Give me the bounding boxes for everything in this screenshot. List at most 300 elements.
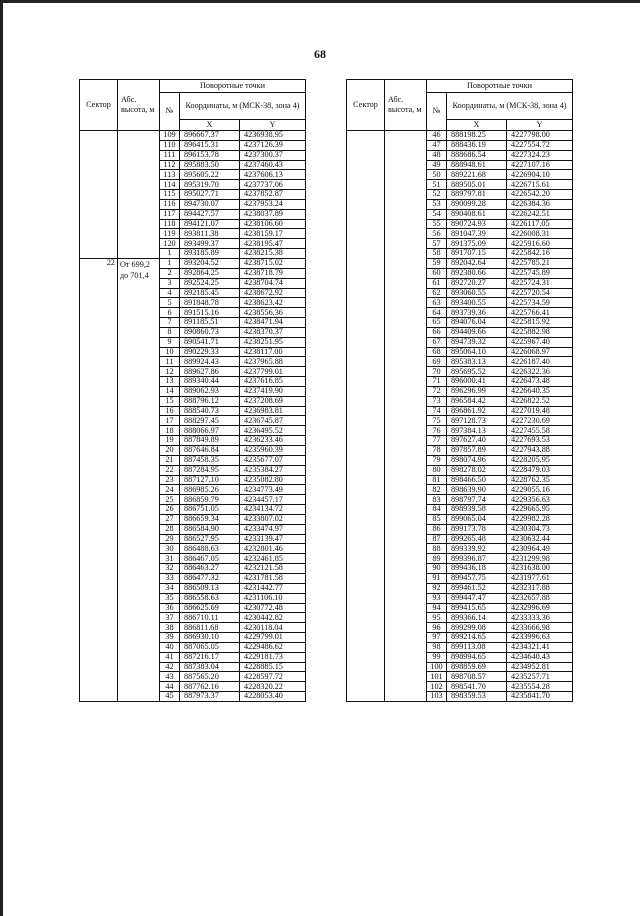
point-number: 76: [427, 426, 447, 436]
point-number: 22: [160, 465, 180, 475]
coord-y: 4238623.42: [240, 298, 306, 308]
point-number: 82: [427, 485, 447, 495]
coord-y: 4237799.01: [240, 367, 306, 377]
point-number: 26: [160, 505, 180, 515]
coord-y: 4228762.35: [507, 475, 573, 485]
point-number: 79: [427, 455, 447, 465]
coord-y: 4227798.00: [507, 131, 573, 141]
coord-y: 4226008.31: [507, 229, 573, 239]
coord-y: 4233474.97: [240, 524, 306, 534]
coord-x: 894076.04: [447, 318, 507, 328]
coord-x: 899461.52: [447, 583, 507, 593]
point-number: 7: [160, 318, 180, 328]
coord-x: 887383.04: [180, 662, 240, 672]
coord-y: 4225766.41: [507, 308, 573, 318]
coord-x: 893811.38: [180, 229, 240, 239]
point-number: 20: [160, 446, 180, 456]
coord-x: 895064.10: [447, 347, 507, 357]
coord-x: 894730.07: [180, 199, 240, 209]
point-number: 59: [427, 258, 447, 268]
coord-x: 899113.08: [447, 642, 507, 652]
coord-x: 897384.13: [447, 426, 507, 436]
coord-x: 890541.71: [180, 337, 240, 347]
point-number: 95: [427, 613, 447, 623]
point-number: 3: [160, 278, 180, 288]
coord-x: 886859.79: [180, 495, 240, 505]
coord-y: 4238715.02: [240, 258, 306, 268]
coord-y: 4238672.92: [240, 288, 306, 298]
coord-x: 890408.61: [447, 209, 507, 219]
coord-x: 896861.92: [447, 406, 507, 416]
coord-y: 4233666.98: [507, 623, 573, 633]
coord-x: 892524.25: [180, 278, 240, 288]
point-number: 66: [427, 327, 447, 337]
coord-y: 4235257.71: [507, 672, 573, 682]
point-number: 94: [427, 603, 447, 613]
coord-y: 4237300.37: [240, 150, 306, 160]
coord-y: 4230442.82: [240, 613, 306, 623]
coord-x: 887458.35: [180, 455, 240, 465]
coord-x: 899436.18: [447, 564, 507, 574]
point-number: 63: [427, 298, 447, 308]
point-number: 60: [427, 268, 447, 278]
point-number: 16: [160, 406, 180, 416]
header-sector: Сектор: [80, 80, 118, 131]
coord-x: 892720.27: [447, 278, 507, 288]
coord-x: 899173.78: [447, 524, 507, 534]
sector-cell: [80, 131, 118, 259]
header-coords: Координаты, м (МСК-38, зона 4): [447, 93, 573, 120]
point-number: 52: [427, 190, 447, 200]
coord-y: 4236745.87: [240, 416, 306, 426]
coord-x: 898708.57: [447, 672, 507, 682]
point-number: 23: [160, 475, 180, 485]
coord-x: 899214.65: [447, 633, 507, 643]
coord-y: 4225785.21: [507, 258, 573, 268]
point-number: 37: [160, 613, 180, 623]
coord-x: 891375.09: [447, 239, 507, 249]
coord-y: 4234952.81: [507, 662, 573, 672]
coord-y: 4230118.04: [240, 623, 306, 633]
coord-x: 886463.27: [180, 564, 240, 574]
coord-y: 4233996.63: [507, 633, 573, 643]
coord-y: 4236938.95: [240, 131, 306, 141]
point-number: 29: [160, 534, 180, 544]
point-number: 33: [160, 573, 180, 583]
point-number: 92: [427, 583, 447, 593]
coord-y: 4237965.88: [240, 357, 306, 367]
right-table-body: [347, 131, 573, 702]
header-abs-height: Абс. высота, м: [118, 80, 160, 131]
point-number: 114: [160, 180, 180, 190]
coordinates-table-right: [346, 79, 573, 702]
coord-y: 4225842.16: [507, 249, 573, 259]
coord-y: 4226904.10: [507, 170, 573, 180]
point-number: 118: [160, 219, 180, 229]
point-number: 77: [427, 436, 447, 446]
coord-y: 4238037.89: [240, 209, 306, 219]
point-number: 65: [427, 318, 447, 328]
coord-x: 897857.89: [447, 446, 507, 456]
coord-x: 887065.05: [180, 642, 240, 652]
coord-x: 898359.53: [447, 692, 507, 702]
table-row: [80, 258, 306, 268]
point-number: 96: [427, 623, 447, 633]
coord-x: 891707.15: [447, 249, 507, 259]
coord-y: 4225724.31: [507, 278, 573, 288]
coord-x: 895883.50: [180, 160, 240, 170]
coord-x: 890724.93: [447, 219, 507, 229]
coord-y: 4233139.47: [240, 534, 306, 544]
coord-y: 4228885.15: [240, 662, 306, 672]
point-number: 47: [427, 140, 447, 150]
coord-x: 896296.99: [447, 386, 507, 396]
coord-y: 4225720.54: [507, 288, 573, 298]
point-number: 12: [160, 367, 180, 377]
coord-x: 893060.55: [447, 288, 507, 298]
table-row: [347, 131, 573, 141]
coord-x: 892185.45: [180, 288, 240, 298]
coord-x: 887284.95: [180, 465, 240, 475]
coord-y: 4225882.98: [507, 327, 573, 337]
coord-x: 889062.93: [180, 386, 240, 396]
coord-y: 4227107.16: [507, 160, 573, 170]
point-number: 44: [160, 682, 180, 692]
coord-y: 4226068.97: [507, 347, 573, 357]
coord-x: 896153.78: [180, 150, 240, 160]
coord-y: 4227693.53: [507, 436, 573, 446]
abs-height-cell: [118, 131, 160, 259]
coord-x: 886710.11: [180, 613, 240, 623]
coord-y: 4236495.52: [240, 426, 306, 436]
point-number: 17: [160, 416, 180, 426]
header-y: Y: [507, 120, 573, 131]
point-number: 91: [427, 573, 447, 583]
coord-x: 888297.45: [180, 416, 240, 426]
coord-x: 893185.89: [180, 249, 240, 259]
coord-x: 895319.70: [180, 180, 240, 190]
left-table-body: [80, 131, 306, 702]
point-number: 72: [427, 386, 447, 396]
coord-x: 887762.16: [180, 682, 240, 692]
header-sector: Сектор: [347, 80, 385, 131]
coord-x: 890099.28: [447, 199, 507, 209]
point-number: 51: [427, 180, 447, 190]
coord-x: 886527.95: [180, 534, 240, 544]
coord-y: 4233333.36: [507, 613, 573, 623]
coord-y: 4235384.27: [240, 465, 306, 475]
coord-y: 4226242.51: [507, 209, 573, 219]
header-num: №: [427, 93, 447, 131]
coord-x: 896000.41: [447, 377, 507, 387]
coord-y: 4227943.88: [507, 446, 573, 456]
coord-y: 4234773.49: [240, 485, 306, 495]
point-number: 102: [427, 682, 447, 692]
coord-x: 887127.10: [180, 475, 240, 485]
coord-y: 4237208.69: [240, 396, 306, 406]
point-number: 32: [160, 564, 180, 574]
coord-y: 4225967.40: [507, 337, 573, 347]
point-number: 103: [427, 692, 447, 702]
coord-x: 889797.81: [447, 190, 507, 200]
coord-y: 4238471.94: [240, 318, 306, 328]
coord-x: 886751.05: [180, 505, 240, 515]
coord-x: 895605.22: [180, 170, 240, 180]
coord-x: 886985.26: [180, 485, 240, 495]
coord-x: 891185.51: [180, 318, 240, 328]
point-number: 62: [427, 288, 447, 298]
point-number: 74: [427, 406, 447, 416]
coord-y: 4234457.17: [240, 495, 306, 505]
coord-x: 899415.65: [447, 603, 507, 613]
coord-y: 4238251.95: [240, 337, 306, 347]
header-x: X: [447, 120, 507, 131]
point-number: 27: [160, 514, 180, 524]
point-number: 90: [427, 564, 447, 574]
point-number: 49: [427, 160, 447, 170]
coord-x: 898278.02: [447, 465, 507, 475]
scan-edge-top: [0, 0, 640, 3]
coord-x: 896415.31: [180, 140, 240, 150]
coord-y: 4227554.72: [507, 140, 573, 150]
coord-x: 898797.74: [447, 495, 507, 505]
coord-y: 4229486.62: [240, 642, 306, 652]
coord-y: 4225916.60: [507, 239, 573, 249]
coord-y: 4236983.81: [240, 406, 306, 416]
point-number: 120: [160, 239, 180, 249]
coord-y: 4229181.73: [240, 652, 306, 662]
point-number: 80: [427, 465, 447, 475]
coord-x: 898939.58: [447, 505, 507, 515]
point-number: 81: [427, 475, 447, 485]
coord-x: 899065.04: [447, 514, 507, 524]
coord-y: 4231638.00: [507, 564, 573, 574]
coord-x: 889924.43: [180, 357, 240, 367]
coord-y: 4229055.16: [507, 485, 573, 495]
coord-x: 886467.05: [180, 554, 240, 564]
point-number: 35: [160, 593, 180, 603]
point-number: 42: [160, 662, 180, 672]
coord-x: 894409.66: [447, 327, 507, 337]
point-number: 8: [160, 327, 180, 337]
coord-x: 891515.16: [180, 308, 240, 318]
coord-y: 4227230.69: [507, 416, 573, 426]
coord-y: 4235677.07: [240, 455, 306, 465]
point-number: 98: [427, 642, 447, 652]
point-number: 71: [427, 377, 447, 387]
coord-y: 4238159.17: [240, 229, 306, 239]
coord-y: 4226187.40: [507, 357, 573, 367]
coord-y: 4230304.73: [507, 524, 573, 534]
header-turning-points: Поворотные точки: [427, 80, 573, 93]
point-number: 46: [427, 131, 447, 141]
coord-x: 889340.44: [180, 377, 240, 387]
coord-x: 898994.65: [447, 652, 507, 662]
coord-y: 4226715.61: [507, 180, 573, 190]
coord-x: 899299.08: [447, 623, 507, 633]
point-number: 88: [427, 544, 447, 554]
coord-x: 893739.36: [447, 308, 507, 318]
coord-y: 4229665.95: [507, 505, 573, 515]
point-number: 68: [427, 347, 447, 357]
abs-height-cell: [385, 131, 427, 702]
coord-x: 894121.07: [180, 219, 240, 229]
coord-y: 4238718.79: [240, 268, 306, 278]
point-number: 54: [427, 209, 447, 219]
point-number: 2: [160, 268, 180, 278]
coord-x: 894427.57: [180, 209, 240, 219]
coord-x: 899265.48: [447, 534, 507, 544]
coord-x: 891848.78: [180, 298, 240, 308]
header-abs-height: Абс. высота, м: [385, 80, 427, 131]
coord-x: 899457.75: [447, 573, 507, 583]
coord-y: 4234134.72: [240, 505, 306, 515]
point-number: 57: [427, 239, 447, 249]
header-num: №: [160, 93, 180, 131]
coord-y: 4227019.48: [507, 406, 573, 416]
coord-x: 888066.97: [180, 426, 240, 436]
sector-cell: [347, 131, 385, 702]
coord-y: 4237419.90: [240, 386, 306, 396]
coord-y: 4232801.46: [240, 544, 306, 554]
coord-x: 888436.19: [447, 140, 507, 150]
point-number: 14: [160, 386, 180, 396]
coord-y: 4228205.95: [507, 455, 573, 465]
point-number: 6: [160, 308, 180, 318]
point-number: 101: [427, 672, 447, 682]
point-number: 97: [427, 633, 447, 643]
point-number: 10: [160, 347, 180, 357]
coord-y: 4234640.43: [507, 652, 573, 662]
coord-y: 4232121.58: [240, 564, 306, 574]
coord-x: 889627.86: [180, 367, 240, 377]
coord-y: 4232461.85: [240, 554, 306, 564]
coord-y: 4237616.85: [240, 377, 306, 387]
coord-x: 893499.37: [180, 239, 240, 249]
point-number: 50: [427, 170, 447, 180]
point-number: 83: [427, 495, 447, 505]
coord-x: 899339.92: [447, 544, 507, 554]
coord-x: 886584.90: [180, 524, 240, 534]
coord-y: 4236233.46: [240, 436, 306, 446]
coord-x: 893400.55: [447, 298, 507, 308]
point-number: 93: [427, 593, 447, 603]
coord-x: 891047.39: [447, 229, 507, 239]
point-number: 61: [427, 278, 447, 288]
coord-y: 4225745.89: [507, 268, 573, 278]
point-number: 41: [160, 652, 180, 662]
coord-x: 886477.32: [180, 573, 240, 583]
point-number: 1: [160, 249, 180, 259]
coord-y: 4231299.98: [507, 554, 573, 564]
header-coords: Координаты, м (МСК-38, зона 4): [180, 93, 306, 120]
coord-y: 4238556.36: [240, 308, 306, 318]
coord-x: 886659.34: [180, 514, 240, 524]
coord-y: 4231106.10: [240, 593, 306, 603]
sector-cell: 22: [80, 258, 118, 701]
coord-y: 4237460.43: [240, 160, 306, 170]
point-number: 36: [160, 603, 180, 613]
coord-x: 889505.01: [447, 180, 507, 190]
coord-x: 887646.84: [180, 446, 240, 456]
coord-y: 4235554.28: [507, 682, 573, 692]
coord-x: 892380.66: [447, 268, 507, 278]
point-number: 25: [160, 495, 180, 505]
header-turning-points: Поворотные точки: [160, 80, 306, 93]
coord-y: 4238195.47: [240, 239, 306, 249]
coord-y: 4226117.05: [507, 219, 573, 229]
scan-edge-left: [0, 0, 3, 916]
point-number: 9: [160, 337, 180, 347]
coord-x: 898639.90: [447, 485, 507, 495]
coord-y: 4227455.58: [507, 426, 573, 436]
coord-y: 4226822.52: [507, 396, 573, 406]
point-number: 84: [427, 505, 447, 515]
coord-y: 4229982.28: [507, 514, 573, 524]
point-number: 85: [427, 514, 447, 524]
coord-x: 899396.87: [447, 554, 507, 564]
point-number: 115: [160, 190, 180, 200]
coord-y: 4235841.70: [507, 692, 573, 702]
coord-x: 890229.33: [180, 347, 240, 357]
coord-y: 4225734.59: [507, 298, 573, 308]
coord-y: 4237737.06: [240, 180, 306, 190]
coord-y: 4232317.88: [507, 583, 573, 593]
coord-y: 4237953.24: [240, 199, 306, 209]
coord-x: 898466.50: [447, 475, 507, 485]
point-number: 86: [427, 524, 447, 534]
point-number: 56: [427, 229, 447, 239]
coord-x: 894739.32: [447, 337, 507, 347]
point-number: 15: [160, 396, 180, 406]
header-x: X: [180, 120, 240, 131]
coord-y: 4238215.38: [240, 249, 306, 259]
point-number: 34: [160, 583, 180, 593]
coord-y: 4228597.72: [240, 672, 306, 682]
point-number: 69: [427, 357, 447, 367]
coord-y: 4225815.92: [507, 318, 573, 328]
coord-y: 4235960.39: [240, 446, 306, 456]
coord-y: 4228053.40: [240, 692, 306, 702]
coord-y: 4232657.88: [507, 593, 573, 603]
coord-x: 893204.52: [180, 258, 240, 268]
point-number: 58: [427, 249, 447, 259]
coord-x: 887216.17: [180, 652, 240, 662]
point-number: 53: [427, 199, 447, 209]
coord-x: 897627.40: [447, 436, 507, 446]
coord-x: 886488.63: [180, 544, 240, 554]
point-number: 99: [427, 652, 447, 662]
point-number: 48: [427, 150, 447, 160]
coord-y: 4226384.36: [507, 199, 573, 209]
coord-y: 4232996.69: [507, 603, 573, 613]
coord-x: 887565.20: [180, 672, 240, 682]
coord-y: 4238370.37: [240, 327, 306, 337]
coord-x: 899366.14: [447, 613, 507, 623]
point-number: 55: [427, 219, 447, 229]
coord-x: 896667.37: [180, 131, 240, 141]
point-number: 31: [160, 554, 180, 564]
page-number: 68: [314, 47, 326, 61]
point-number: 43: [160, 672, 180, 682]
coord-y: 4226473.48: [507, 377, 573, 387]
point-number: 39: [160, 633, 180, 643]
coord-x: 892864.25: [180, 268, 240, 278]
coord-y: 4228479.03: [507, 465, 573, 475]
coord-y: 4234321.41: [507, 642, 573, 652]
coord-x: 886625.69: [180, 603, 240, 613]
point-number: 21: [160, 455, 180, 465]
